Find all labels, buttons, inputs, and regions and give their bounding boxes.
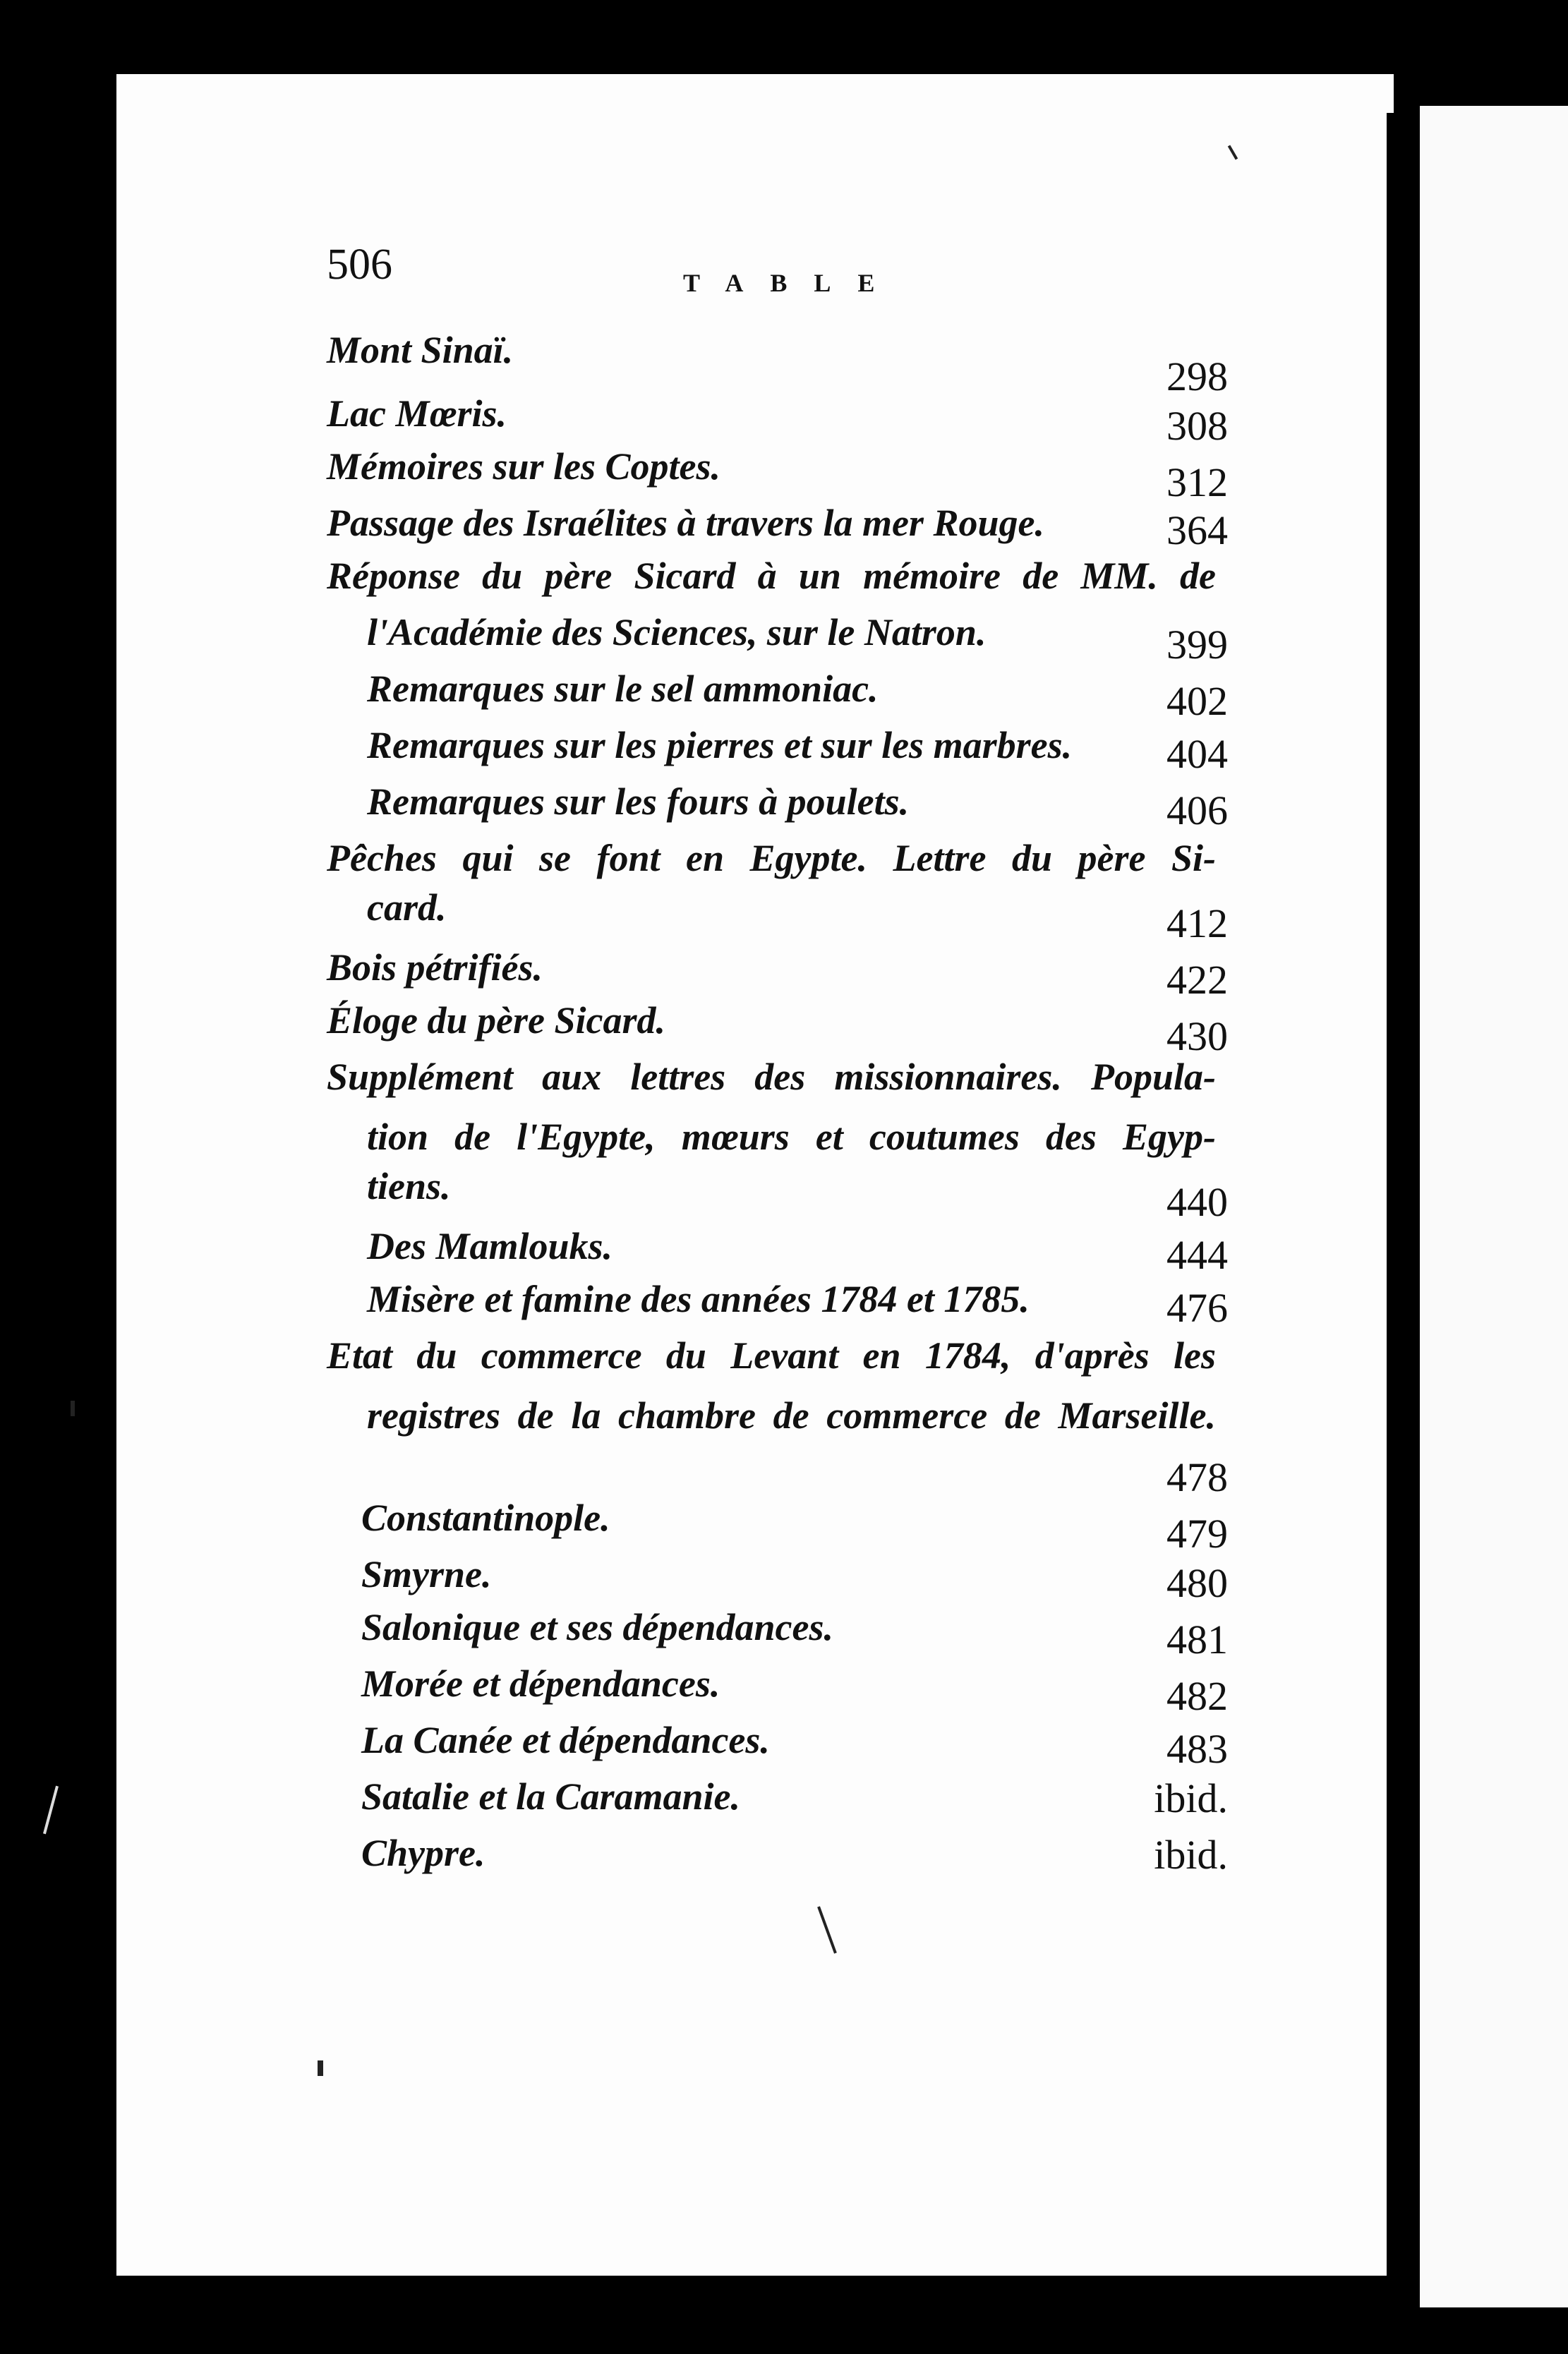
entry-page: 483: [1166, 1726, 1228, 1772]
entry-page: 399: [1166, 622, 1228, 668]
entry-page: 404: [1166, 731, 1228, 777]
entry-page: 480: [1166, 1560, 1228, 1606]
entry-text: Bois pétrifiés.: [327, 946, 543, 989]
entry-text: Misère et famine des années 1784 et 1785.: [367, 1278, 1030, 1320]
facing-page-edge: [1420, 106, 1568, 2307]
entry-text: Etat du commerce du Levant en 1784, d'après les: [327, 1334, 1216, 1377]
entry-page: 364: [1166, 507, 1228, 553]
entry-page: 476: [1166, 1285, 1228, 1331]
entry-text: Des Mamlouks.: [367, 1225, 613, 1267]
entry-text: Pêches qui se font en Egypte. Lettre du père Si-: [327, 837, 1216, 879]
entry-page: 402: [1166, 678, 1228, 724]
entry-text: tion de l'Egypte, mœurs et coutumes des Egyp-: [367, 1116, 1216, 1158]
entry-text: Mont Sinaï.: [327, 329, 514, 371]
entry-text: La Canée et dépendances.: [361, 1719, 770, 1761]
entry-text: l'Académie des Sciences, sur le Natron.: [367, 611, 987, 653]
entry-page: 444: [1166, 1232, 1228, 1278]
entry-page: 312: [1166, 459, 1228, 505]
entry-text: Remarques sur le sel ammoniac.: [367, 668, 879, 710]
entry-page: 430: [1166, 1013, 1228, 1059]
entry-text: Passage des Israélites à travers la mer Rouge.: [327, 502, 1044, 544]
entry-page: ibid.: [1154, 1832, 1228, 1878]
entry-text: Supplément aux lettres des missionnaires. Popula-: [327, 1056, 1216, 1098]
entry-text: Mémoires sur les Coptes.: [327, 445, 721, 488]
entry-text: Chypre.: [361, 1832, 486, 1874]
page-number: 506: [327, 241, 392, 289]
entry-text: card.: [367, 886, 447, 929]
entry-text: Salonique et ses dépendances.: [361, 1606, 833, 1648]
entry-page: 479: [1166, 1511, 1228, 1557]
entry-page: 482: [1166, 1673, 1228, 1719]
entry-text: Satalie et la Caramanie.: [361, 1775, 741, 1818]
entry-text: registres de la chambre de commerce de Marseille.: [367, 1394, 1216, 1437]
entry-text: Remarques sur les pierres et sur les marbres.: [367, 724, 1073, 766]
entry-page: 478: [1166, 1454, 1228, 1500]
entry-text: Remarques sur les fours à poulets.: [367, 780, 910, 823]
entry-text: Constantinople.: [361, 1497, 610, 1539]
entry-text: Éloge du père Sicard.: [327, 999, 665, 1042]
page-gutter: [1387, 113, 1418, 2293]
entry-page: 412: [1166, 900, 1228, 946]
entry-text: Morée et dépendances.: [361, 1662, 720, 1705]
entry-page: 298: [1166, 354, 1228, 399]
entry-page: 481: [1166, 1617, 1228, 1662]
scan-mark: [71, 1401, 75, 1416]
entry-text: Smyrne.: [361, 1553, 492, 1595]
scan-mark: [43, 1786, 59, 1835]
scan-mark: [318, 2060, 323, 2076]
entry-page: 422: [1166, 957, 1228, 1003]
entry-page: 440: [1166, 1179, 1228, 1225]
entry-page: 308: [1166, 403, 1228, 449]
entry-text: Réponse du père Sicard à un mémoire de MM. de: [327, 555, 1216, 597]
entry-page: ibid.: [1154, 1775, 1228, 1821]
running-title: TABLE: [683, 269, 902, 297]
entry-page: 406: [1166, 787, 1228, 833]
entry-text: Lac Mœris.: [327, 392, 507, 435]
entry-text: tiens.: [367, 1165, 451, 1207]
